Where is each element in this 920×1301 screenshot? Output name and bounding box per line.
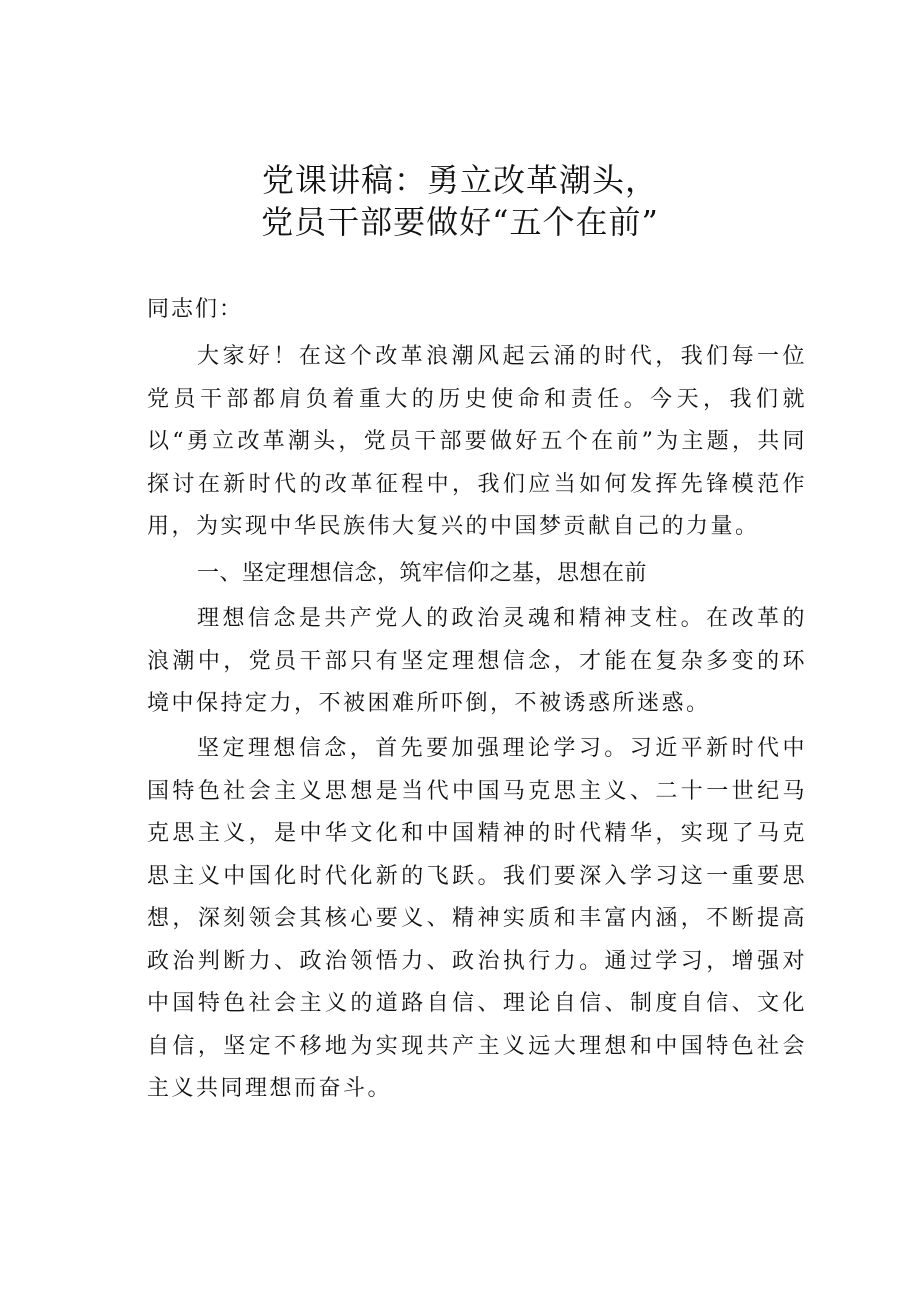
section-heading-1: 一、坚定理想信念，筑牢信仰之基，思想在前 [197, 561, 648, 586]
section1-paragraph-1-block [147, 598, 807, 726]
intro-paragraph: 大家好！在这个改革浪潮风起云涌的时代，我们每一位党员干部都肩负着重大的历史使命和责任。今天，我们就以“勇立改革潮头，党员干部要做好五个在前”为主题，共同探讨在新时代的改革征程中，我们应当如何发挥先锋模范作用，为实现中华民族伟大复兴的中国梦贡献自己的力量。 [147, 344, 807, 539]
section1-paragraph-2-block [147, 728, 807, 1111]
document-title-line-1: 党课讲稿：勇立改革潮头， [261, 161, 658, 199]
section1-paragraph-1: 理想信念是共产党人的政治灵魂和精神支柱。在改革的浪潮中，党员干部只有坚定理想信念，才能在复杂多变的环境中保持定力，不被困难所吓倒，不被诱惑所迷惑。 [147, 606, 807, 716]
salutation: 同志们： [147, 297, 244, 322]
document-title-line-2: 党员干部要做好“五个在前” [261, 203, 659, 241]
section1-paragraph-2: 坚定理想信念，首先要加强理论学习。习近平新时代中国特色社会主义思想是当代中国马克思主义、二十一世纪马克思主义，是中华文化和中国精神的时代精华，实现了马克思主义中国化时代化新的飞跃。我们要深入学习这一重要思想，深刻领会其核心要义、精神实质和丰富内涵，不断提高政治判断力、政治领悟力、政治执行力。通过学习，增强对中国特色社会主义的道路自信、理论自信、制度自信、文化自信，坚定不移地为实现共产主义远大理想和中国特色社会主义共同理想而奋斗。 [147, 736, 807, 1101]
intro-paragraph-block [147, 336, 807, 549]
